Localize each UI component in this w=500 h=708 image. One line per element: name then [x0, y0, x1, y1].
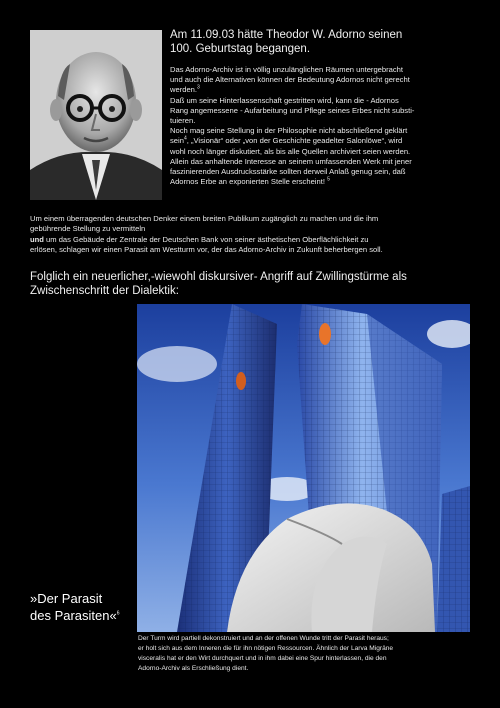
intro-line: [170, 136, 470, 146]
proposal-line: [30, 235, 475, 245]
caption-line: er holt sich aus dem Inneren die für ihn nötigen Ressourcen. Ähnlich der Larva Migräne: [138, 645, 394, 652]
deutsche-bank-towers-photo: [137, 304, 470, 632]
towers-illustration: [137, 304, 470, 632]
intro-text: [170, 65, 470, 187]
photo-caption: [138, 634, 473, 674]
caption-title-text: des Parasiten«: [30, 608, 117, 623]
proposal-text: [30, 214, 475, 255]
intro-line: Allein das anhaltende Interesse an seinem umfassenden Werk mit jener: [170, 156, 412, 166]
intro-line: Daß um seine Hinterlassenschaft gestritten wird, kann die - Adornos: [170, 95, 399, 105]
caption-line: visceralis hat er den Wirt durchquert und in ihm dabei eine Spur hinterlassen, die den: [138, 655, 387, 662]
portrait-illustration: [30, 30, 162, 200]
caption-title-line: »Der Parasit: [30, 591, 103, 606]
intro-line: und auch die Alternativen können der Bedeutung Adornos nicht gerecht: [170, 75, 410, 85]
caption-title-line: [30, 607, 140, 624]
headline-line: 100. Geburtstag begangen.: [170, 43, 311, 55]
footnote-marker: 5: [327, 176, 330, 183]
intro-line: [170, 85, 470, 95]
headline: [170, 28, 410, 56]
lead-line: Folglich ein neuerlicher,-wiewohl diskursiver- Angriff auf Zwillingstürme als: [30, 271, 407, 283]
intro-line-text: Adornos Erbe an exponierten Stelle erscheint!: [170, 177, 325, 187]
caption-line: Der Turm wird partiell dekonstruiert und an der offenen Wunde tritt der Parasit heraus;: [138, 635, 389, 642]
lead-text: [30, 270, 450, 298]
proposal-line-text: um das Gebäude der Zentrale der Deutschen Bank von seiner ästhetischen Oberflächlichkeit zu: [43, 234, 369, 244]
intro-line-text: , „Visionär“ oder „von der Geschichte geadelter Salonlöwe“, wird: [186, 136, 403, 146]
intro-line-text: sein: [170, 136, 184, 146]
caption-title: [30, 590, 140, 624]
intro-line: tuieren.: [170, 116, 196, 126]
footnote-marker: 4: [183, 135, 187, 142]
intro-line: wohl noch länger diskutiert, als bis alle Quellen archiviert seien werden.: [170, 146, 411, 156]
footnote-marker: 6: [116, 610, 120, 617]
intro-line: Noch mag seine Stellung in der Philosophie nicht abschließend geklärt: [170, 126, 408, 136]
headline-line: Am 11.09.03 hätte Theodor W. Adorno seinen: [170, 29, 403, 41]
footnote-marker: 3: [197, 84, 200, 91]
intro-line-text: werden.: [170, 85, 198, 95]
intro-line: [170, 177, 470, 187]
intro-line: Rang angemessene - Aufarbeitung und Pflege seines Erbes nicht substi-: [170, 105, 415, 115]
proposal-line: gebührende Stellung zu vermitteln: [30, 224, 146, 234]
lead-line: Zwischenschritt der Dialektik:: [30, 285, 179, 297]
intro-line: faszinierenden Ausdrucksstärke sollten derweil Anlaß genug sein, daß: [170, 167, 406, 177]
adorno-portrait-photo: [30, 30, 162, 200]
caption-line: Adorno-Archiv als Erschließung dient.: [138, 665, 249, 672]
intro-line: Das Adorno-Archiv ist in völlig unzulänglichen Räumen untergebracht: [170, 65, 404, 74]
proposal-line: Um einem überragenden deutschen Denker einem breiten Publikum zugänglich zu machen und die ihm: [30, 214, 379, 223]
proposal-bold: und: [30, 234, 44, 244]
proposal-line: erlösen, schlagen wir einen Parasit am Westturm vor, der das Adorno-Archiv in Zukunft beherbergen soll.: [30, 244, 383, 254]
